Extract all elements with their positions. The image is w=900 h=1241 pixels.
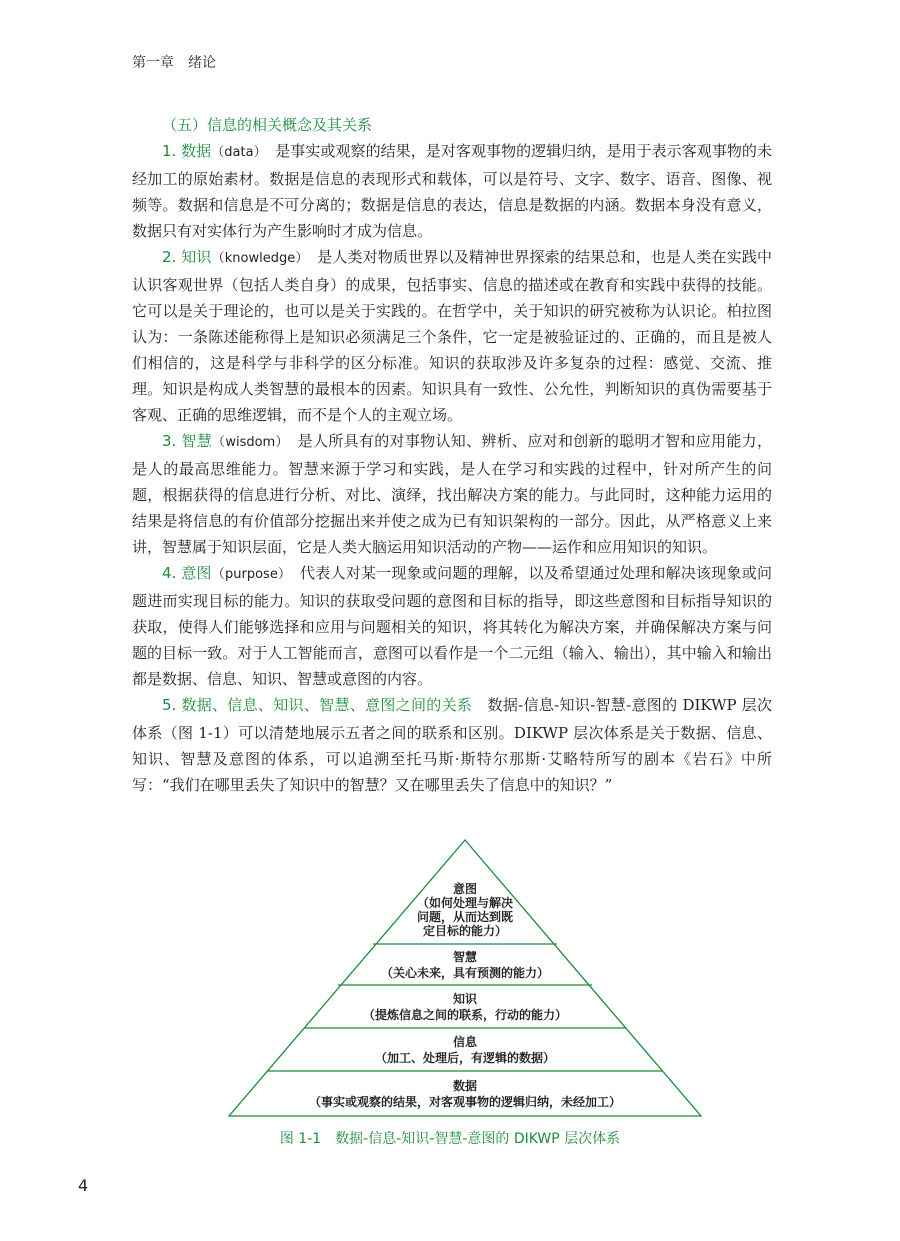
pyramid-level-title: 数据 bbox=[452, 1079, 478, 1093]
pyramid-level-desc: （提炼信息之间的联系，行动的能力） bbox=[362, 1008, 568, 1022]
paragraph-lead-en: （data） bbox=[211, 145, 261, 160]
paragraph-wisdom bbox=[132, 428, 772, 560]
paragraph-purpose bbox=[132, 560, 772, 692]
pyramid-level-desc: （关心未来，具有预测的能力） bbox=[380, 966, 550, 980]
paragraph-lead: 3. 智慧 bbox=[162, 432, 213, 450]
paragraph-text: 是人类对物质世界以及精神世界探索的结果总和，也是人类在实践中认识客观世界（包括人类自身）的成果，包括事实、信息的描述或在教育和实践中获得的技能。它可以是关于理论的，也可以是关于实践的。在哲学中，关于知识的研究被称为认识论。柏拉图认为：一条陈述能称得上是知识必须满足三个条件，它一定是被验证过的、正确的，而且是被人们相信的，这是科学与非科学的区分标准。知识的获取涉及许多复杂的过程：感觉、交流、推理。知识是构成人类智慧的最根本的因素。知识具有一致性、公允性，判断知识的真伪需要基于客观、正确的思维逻辑，而不是个人的主观立场。 bbox=[132, 248, 772, 424]
paragraph-knowledge bbox=[132, 244, 772, 428]
paragraph-lead-en: （purpose） bbox=[211, 567, 285, 582]
paragraph-lead-en: （knowledge） bbox=[211, 251, 303, 266]
pyramid-level-title: 知识 bbox=[452, 992, 478, 1006]
page-number: 4 bbox=[78, 1176, 89, 1195]
paragraph-text: 代表人对某一现象或问题的理解，以及希望通过处理和解决该现象或问题进而实现目标的能力。知识的获取受问题的意图和目标的指导，即这些意图和目标指导知识的获取，使得人们能够选择和应用与问题相关的知识，将其转化为解决方案，并确保解决方案与问题的目标一致。对于人工智能而言，意图可以看作是一个二元组（输入、输出），其中输入和输出都是数据、信息、知识、智慧或意图的内容。 bbox=[132, 564, 772, 688]
pyramid-level-desc: （加工、处理后，有逻辑的数据） bbox=[374, 1051, 556, 1065]
paragraph-lead: 5. 数据、信息、知识、智慧、意图之间的关系 bbox=[162, 696, 473, 714]
paragraph-lead-en: （wisdom） bbox=[212, 435, 283, 450]
pyramid-level-desc: 问题，从而达到既 bbox=[416, 910, 514, 924]
paragraph-data bbox=[132, 138, 772, 244]
pyramid-level-title: 智慧 bbox=[452, 950, 478, 964]
pyramid-level-desc: （如何处理与解决 bbox=[416, 896, 514, 910]
dikwp-pyramid-figure bbox=[225, 836, 705, 1122]
section-title: （五）信息的相关概念及其关系 bbox=[162, 116, 373, 134]
main-content bbox=[132, 112, 772, 798]
running-header: 第一章 绪论 bbox=[132, 55, 216, 71]
paragraph-text: 数据-信息-知识-智慧-意图的 DIKWP 层次体系（图 1-1）可以清楚地展示五者之间的联系和区别。DIKWP 层次体系是关于数据、信息、知识、智慧及意图的体系，可以追溯至托马斯·斯特尔那斯·艾略特所写的剧本《岩石》中所写：“我们在哪里丢失了知识中的智慧？又在哪里丢失了信息中的知识？” bbox=[132, 696, 772, 794]
paragraph-relationship bbox=[132, 692, 772, 798]
pyramid-level-desc: 定目标的能力） bbox=[422, 924, 508, 938]
paragraph-text: 是人所具有的对事物认知、辨析、应对和创新的聪明才智和应用能力，是人的最高思维能力。智慧来源于学习和实践，是人在学习和实践的过程中，针对所产生的问题，根据获得的信息进行分析、对比、演绎，找出解决方案的能力。与此同时，这种能力运用的结果是将信息的有价值部分挖掘出来并使之成为已有知识架构的一部分。因此，从严格意义上来讲，智慧属于知识层面，它是人类大脑运用知识活动的产物——运作和应用知识的知识。 bbox=[132, 432, 772, 556]
pyramid-level-title: 意图 bbox=[452, 882, 478, 896]
pyramid-level-title: 信息 bbox=[452, 1035, 478, 1049]
paragraph-lead: 1. 数据 bbox=[162, 142, 212, 160]
figure-caption: 图 1-1 数据-信息-知识-智慧-意图的 DIKWP 层次体系 bbox=[279, 1131, 621, 1147]
paragraph-lead: 4. 意图 bbox=[162, 564, 212, 582]
paragraph-text: 是事实或观察的结果，是对客观事物的逻辑归纳，是用于表示客观事物的未经加工的原始素材。数据是信息的表现形式和载体，可以是符号、文字、数字、语音、图像、视频等。数据和信息是不可分离的；数据是信息的表达，信息是数据的内涵。数据本身没有意义，数据只有对实体行为产生影响时才成为信息。 bbox=[132, 142, 772, 240]
paragraph-lead: 2. 知识 bbox=[162, 248, 212, 266]
pyramid-level-desc: （事实或观察的结果，对客观事物的逻辑归纳，未经加工） bbox=[308, 1095, 622, 1109]
